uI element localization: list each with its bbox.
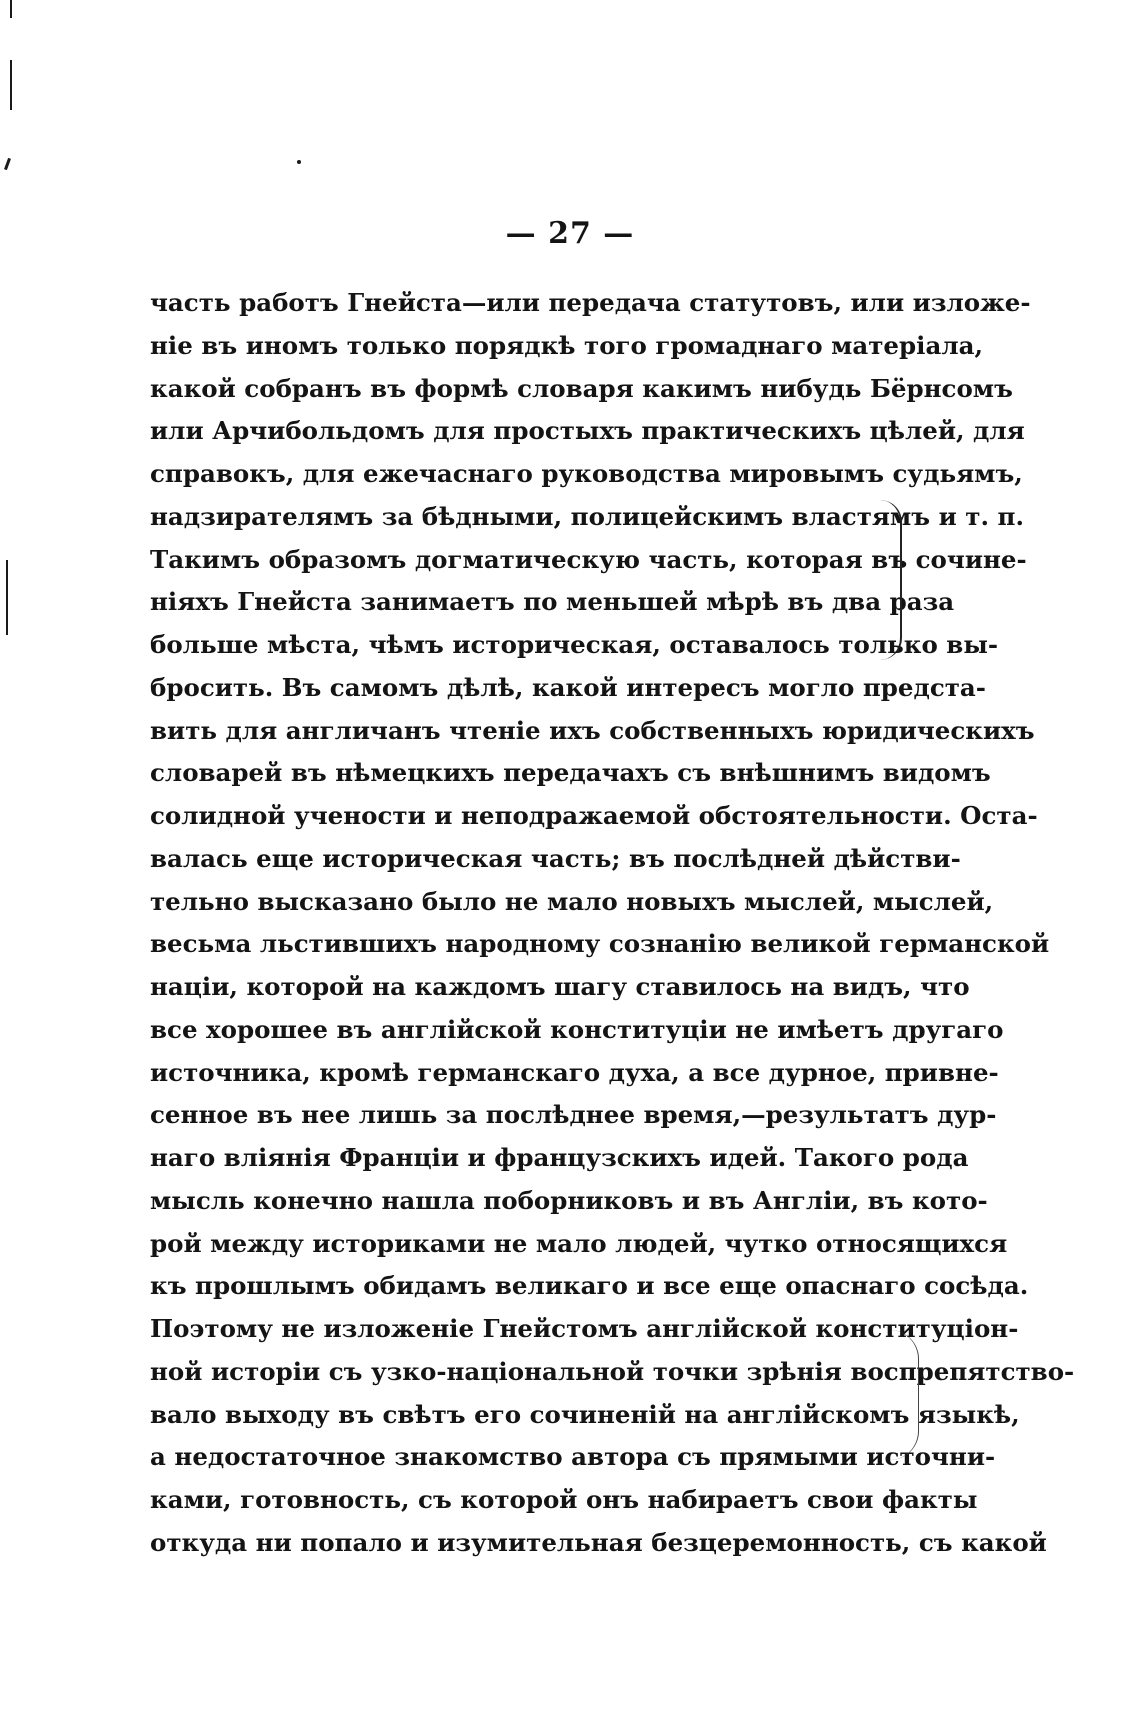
text-line: часть работъ Гнейста—или передача статутовъ, или изложе- xyxy=(150,288,1031,317)
text-line: ной исторіи съ узко-національной точки зрѣнія воспрепятство- xyxy=(150,1356,1075,1386)
scan-edge-mark-upper xyxy=(10,60,12,110)
text-line: все хорошее въ англійской конституціи не имѣетъ другаго xyxy=(150,1014,1004,1044)
text-line: вить для англичанъ чтеніе ихъ собственныхъ юридическихъ xyxy=(150,715,1035,745)
text-line: націи, которой на каждомъ шагу ставилось на видъ, что xyxy=(150,972,970,1001)
text-line: солидной учености и неподражаемой обстоятельности. Оста- xyxy=(150,801,1038,830)
text-line: больше мѣста, чѣмъ историческая, оставалось только вы- xyxy=(150,630,999,659)
body-text xyxy=(150,282,1075,1565)
scan-edge-mark-tick xyxy=(4,158,11,170)
text-line: ками, готовность, съ которой онъ набираетъ свои факты xyxy=(150,1485,978,1514)
text-line: или Арчибольдомъ для простыхъ практическихъ цѣлей, для xyxy=(150,416,1025,446)
text-line: рой между историками не мало людей, чутко относящихся xyxy=(150,1228,1008,1258)
text-line: къ прошлымъ обидамъ великаго и все еще опаснаго сосѣда. xyxy=(150,1271,1029,1301)
text-line: ніяхъ Гнейста занимаетъ по меньшей мѣрѣ въ два раза xyxy=(150,587,955,617)
text-line: Такимъ образомъ догматическую часть, которая въ сочине- xyxy=(150,544,1027,574)
text-line: валась еще историческая часть; въ послѣдней дѣйстви- xyxy=(150,843,961,873)
text-line: откуда ни попало и изумительная безцеремонность, съ какой xyxy=(150,1527,1047,1557)
text-line: сенное въ нее лишь за послѣднее время,—результатъ дур- xyxy=(150,1100,997,1130)
text-line: Поэтому не изложеніе Гнейстомъ англійской конституціон- xyxy=(150,1314,1019,1343)
text-line: а недостаточное знакомство автора съ прямыми источни- xyxy=(150,1442,996,1472)
text-line: надзирателямъ за бѣдными, полицейскимъ властямъ и т. п. xyxy=(150,501,1024,531)
text-line: справокъ, для ежечаснаго руководства мировымъ судьямъ, xyxy=(150,459,1023,488)
margin-bracket-mark xyxy=(880,500,902,660)
text-line: наго вліянія Франціи и французскихъ идей. Такого рода xyxy=(150,1143,969,1172)
scan-edge-mark-top xyxy=(10,0,12,18)
text-line: источника, кромѣ германскаго духа, а все дурное, привне- xyxy=(150,1057,999,1087)
text-line: какой собранъ въ формѣ словаря какимъ нибудь Бёрнсомъ xyxy=(150,373,1013,403)
text-line: ніе въ иномъ только порядкѣ того громаднаго матеріала, xyxy=(150,330,984,360)
scan-edge-mark-mid xyxy=(6,560,8,635)
scan-dot xyxy=(297,160,301,164)
text-line: тельно высказано было не мало новыхъ мыслей, мыслей, xyxy=(150,886,994,916)
text-line: вало выходу въ свѣтъ его сочиненій на англійскомъ языкѣ, xyxy=(150,1399,1020,1429)
text-line: словарей въ нѣмецкихъ передачахъ съ внѣшнимъ видомъ xyxy=(150,758,991,788)
margin-pencil-mark xyxy=(890,1330,919,1460)
page-number: — 27 — xyxy=(505,216,635,251)
text-line: весьма льстившихъ народному сознанію великой германской xyxy=(150,929,1050,959)
text-line: бросить. Въ самомъ дѣлѣ, какой интересъ могло предста- xyxy=(150,672,986,702)
text-line: мысль конечно нашла поборниковъ и въ Англіи, въ кото- xyxy=(150,1185,988,1215)
